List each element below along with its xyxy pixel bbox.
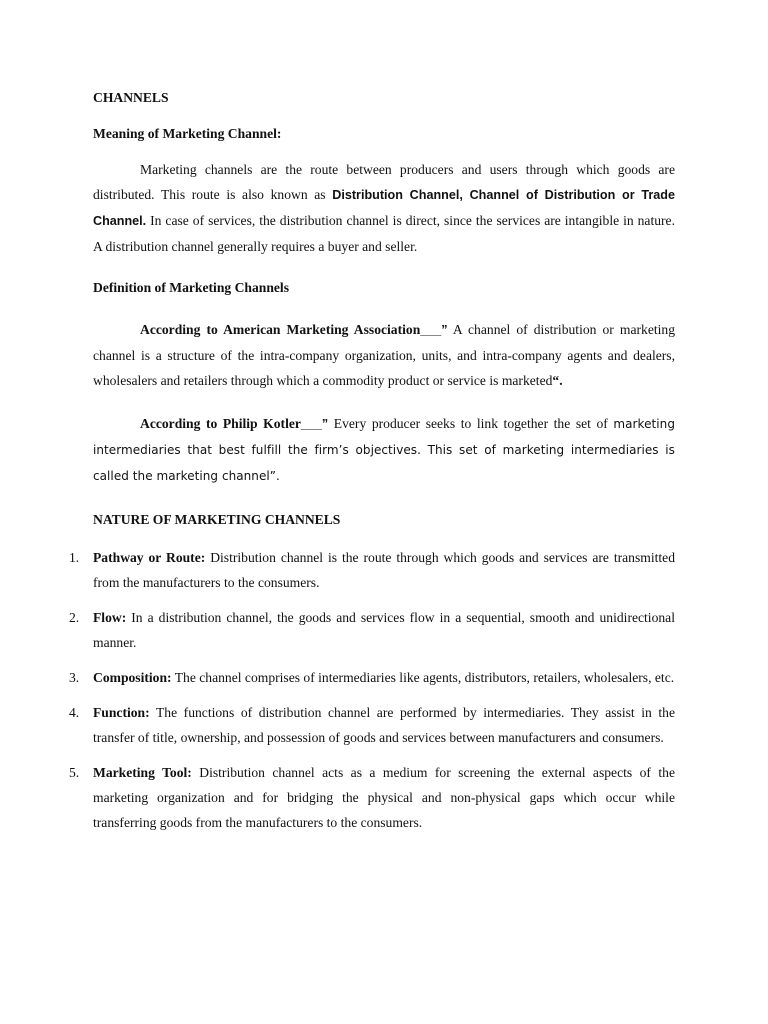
meaning-text-2: In case of services, the distribution channel is direct, since the services are intangible in nature. A distribution channel generally requires a buyer and seller.: [93, 213, 675, 254]
meaning-highlight: Distribution Channel, Channel of Distribution or Trade Channel.: [93, 188, 676, 228]
ama-dash: ___”: [420, 323, 448, 337]
ama-definition-paragraph: [93, 317, 675, 393]
kotler-text-1: Every producer seeks to link together the set of: [328, 416, 614, 431]
ama-lead: According to American Marketing Association: [140, 322, 421, 337]
nature-list-item: [69, 665, 675, 690]
list-item-term: Composition:: [93, 670, 172, 685]
kotler-definition-paragraph: [93, 411, 675, 489]
nature-list-item: [69, 760, 675, 835]
nature-list-item: [69, 545, 675, 595]
meaning-text-1: Marketing channels are the route between producers and users through which goods are distributed. This route is also known as: [93, 162, 675, 202]
list-item-number: 3.: [69, 670, 80, 685]
list-item-number: 2.: [69, 610, 80, 625]
definition-heading: Definition of Marketing Channels: [93, 280, 289, 295]
kotler-lead: According to Philip Kotler: [140, 416, 301, 431]
nature-list-item: [69, 700, 675, 750]
ama-end: “.: [552, 373, 563, 388]
kotler-dash: ___”: [300, 417, 329, 431]
list-item-text: In a distribution channel, the goods and services flow in a sequential, smooth and unidirectional manner.: [93, 610, 675, 650]
list-item-text: The channel comprises of intermediaries like agents, distributors, retailers, wholesalers, etc.: [171, 670, 675, 685]
list-item-number: 5.: [69, 765, 80, 780]
list-item-term: Flow:: [93, 610, 127, 625]
list-item-text: Distribution channel is the route through which goods and services are transmitted from the manufacturers to the consumers.: [93, 550, 675, 590]
list-item-term: Function:: [93, 705, 150, 720]
list-item-term: Marketing Tool:: [93, 765, 192, 780]
list-item-text: The functions of distribution channel are performed by intermediaries. They assist in the transfer of title, ownership, and possession of goods and services between manufacturers and consumers.: [93, 705, 675, 745]
document-page: [69, 80, 676, 835]
ama-text: A channel of distribution or marketing channel is a structure of the intra-company organization, units, and intra-company agents and dealers, wholesalers and retailers through which a commodity product or service is marketed: [93, 322, 676, 388]
meaning-paragraph: [93, 157, 675, 259]
nature-list-item: [69, 605, 675, 655]
list-item-number: 1.: [69, 550, 80, 565]
meaning-heading: Meaning of Marketing Channel:: [93, 126, 282, 141]
list-item-text: Distribution channel acts as a medium for screening the external aspects of the marketing organization and for bridging the physical and non-physical gaps which occur while transferring goods from the manufacturers to the consumers.: [93, 765, 675, 830]
kotler-text-2: marketing intermediaries that best fulfill the firm’s objectives. This set of marketing intermediaries is called the marketing channel”.: [93, 417, 675, 483]
list-item-number: 4.: [69, 705, 80, 720]
list-item-term: Pathway or Route:: [93, 550, 206, 565]
document-title: CHANNELS: [93, 90, 169, 105]
nature-heading: NATURE OF MARKETING CHANNELS: [93, 512, 341, 527]
nature-list: [69, 545, 675, 835]
